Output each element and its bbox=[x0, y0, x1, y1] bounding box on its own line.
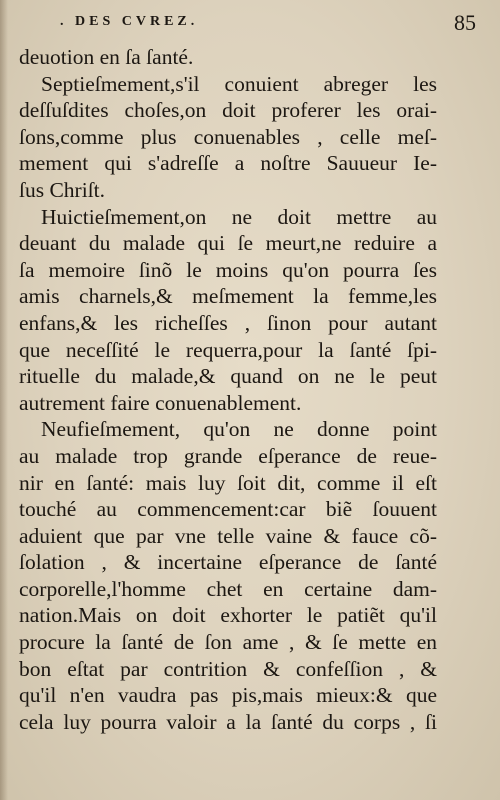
text-line: aduient que par vne telle vaine & fauce cõ- bbox=[19, 523, 437, 548]
gutter-shadow bbox=[0, 0, 8, 800]
text-line: corporelle,l'homme chet en certaine dam- bbox=[19, 576, 437, 601]
body-text bbox=[19, 44, 437, 735]
page-header bbox=[20, 10, 482, 40]
text-line: nation.Mais on doit exhorter le patiẽt qu'il bbox=[19, 603, 437, 628]
text-line: ſa memoire ſinõ le moins qu'on pourra ſes bbox=[19, 257, 437, 282]
text-line: procure la ſanté de ſon ame , & ſe mette en bbox=[19, 630, 437, 655]
text-line: touché au commencement:car biẽ ſouuent bbox=[19, 497, 437, 522]
text-line: Neufieſmement, qu'on ne donne point bbox=[41, 417, 437, 442]
text-line: deſſuſdites choſes,on doit proferer les orai- bbox=[19, 98, 437, 123]
text-line: deuant du malade qui ſe meurt,ne reduire a bbox=[19, 231, 437, 256]
running-head: . DES CVREZ. bbox=[60, 14, 199, 29]
text-line: cela luy pourra valoir a la ſanté du corps , ſi bbox=[19, 709, 437, 734]
text-line: deuotion en ſa ſanté. bbox=[19, 45, 194, 69]
text-line: bon eſtat par contrition & confeſſion , & bbox=[19, 656, 437, 681]
text-line: au malade trop grande eſperance de reue- bbox=[19, 443, 437, 468]
text-line: mement qui s'adreſſe a noſtre Sauueur Ie- bbox=[19, 151, 437, 176]
text-line: ſolation , & incertaine eſperance de ſanté bbox=[19, 550, 437, 575]
text-line: que neceſſité le requerra,pour la ſanté ſpi- bbox=[19, 337, 437, 362]
text-line: Septieſmement,s'il conuient abreger les bbox=[41, 71, 437, 96]
text-line: rituelle du malade,& quand on ne le peut bbox=[19, 364, 437, 389]
page-number: 85 bbox=[454, 10, 476, 35]
text-line: qu'il n'en vaudra pas pis,mais mieux:& que bbox=[19, 683, 437, 708]
text-line: autrement faire conuenablement. bbox=[19, 390, 302, 415]
text-line: enfans,& les richeſſes , ſinon pour autant bbox=[19, 310, 437, 335]
text-line: ſons,comme plus conuenables , celle meſ- bbox=[19, 124, 437, 149]
text-line: amis charnels,& meſmement la femme,les bbox=[19, 284, 437, 309]
text-line: Huictieſmement,on ne doit mettre au bbox=[41, 204, 437, 229]
text-line: ſus Chriſt. bbox=[19, 177, 106, 202]
text-line: nir en ſanté: mais luy ſoit dit, comme il eſt bbox=[19, 470, 437, 495]
